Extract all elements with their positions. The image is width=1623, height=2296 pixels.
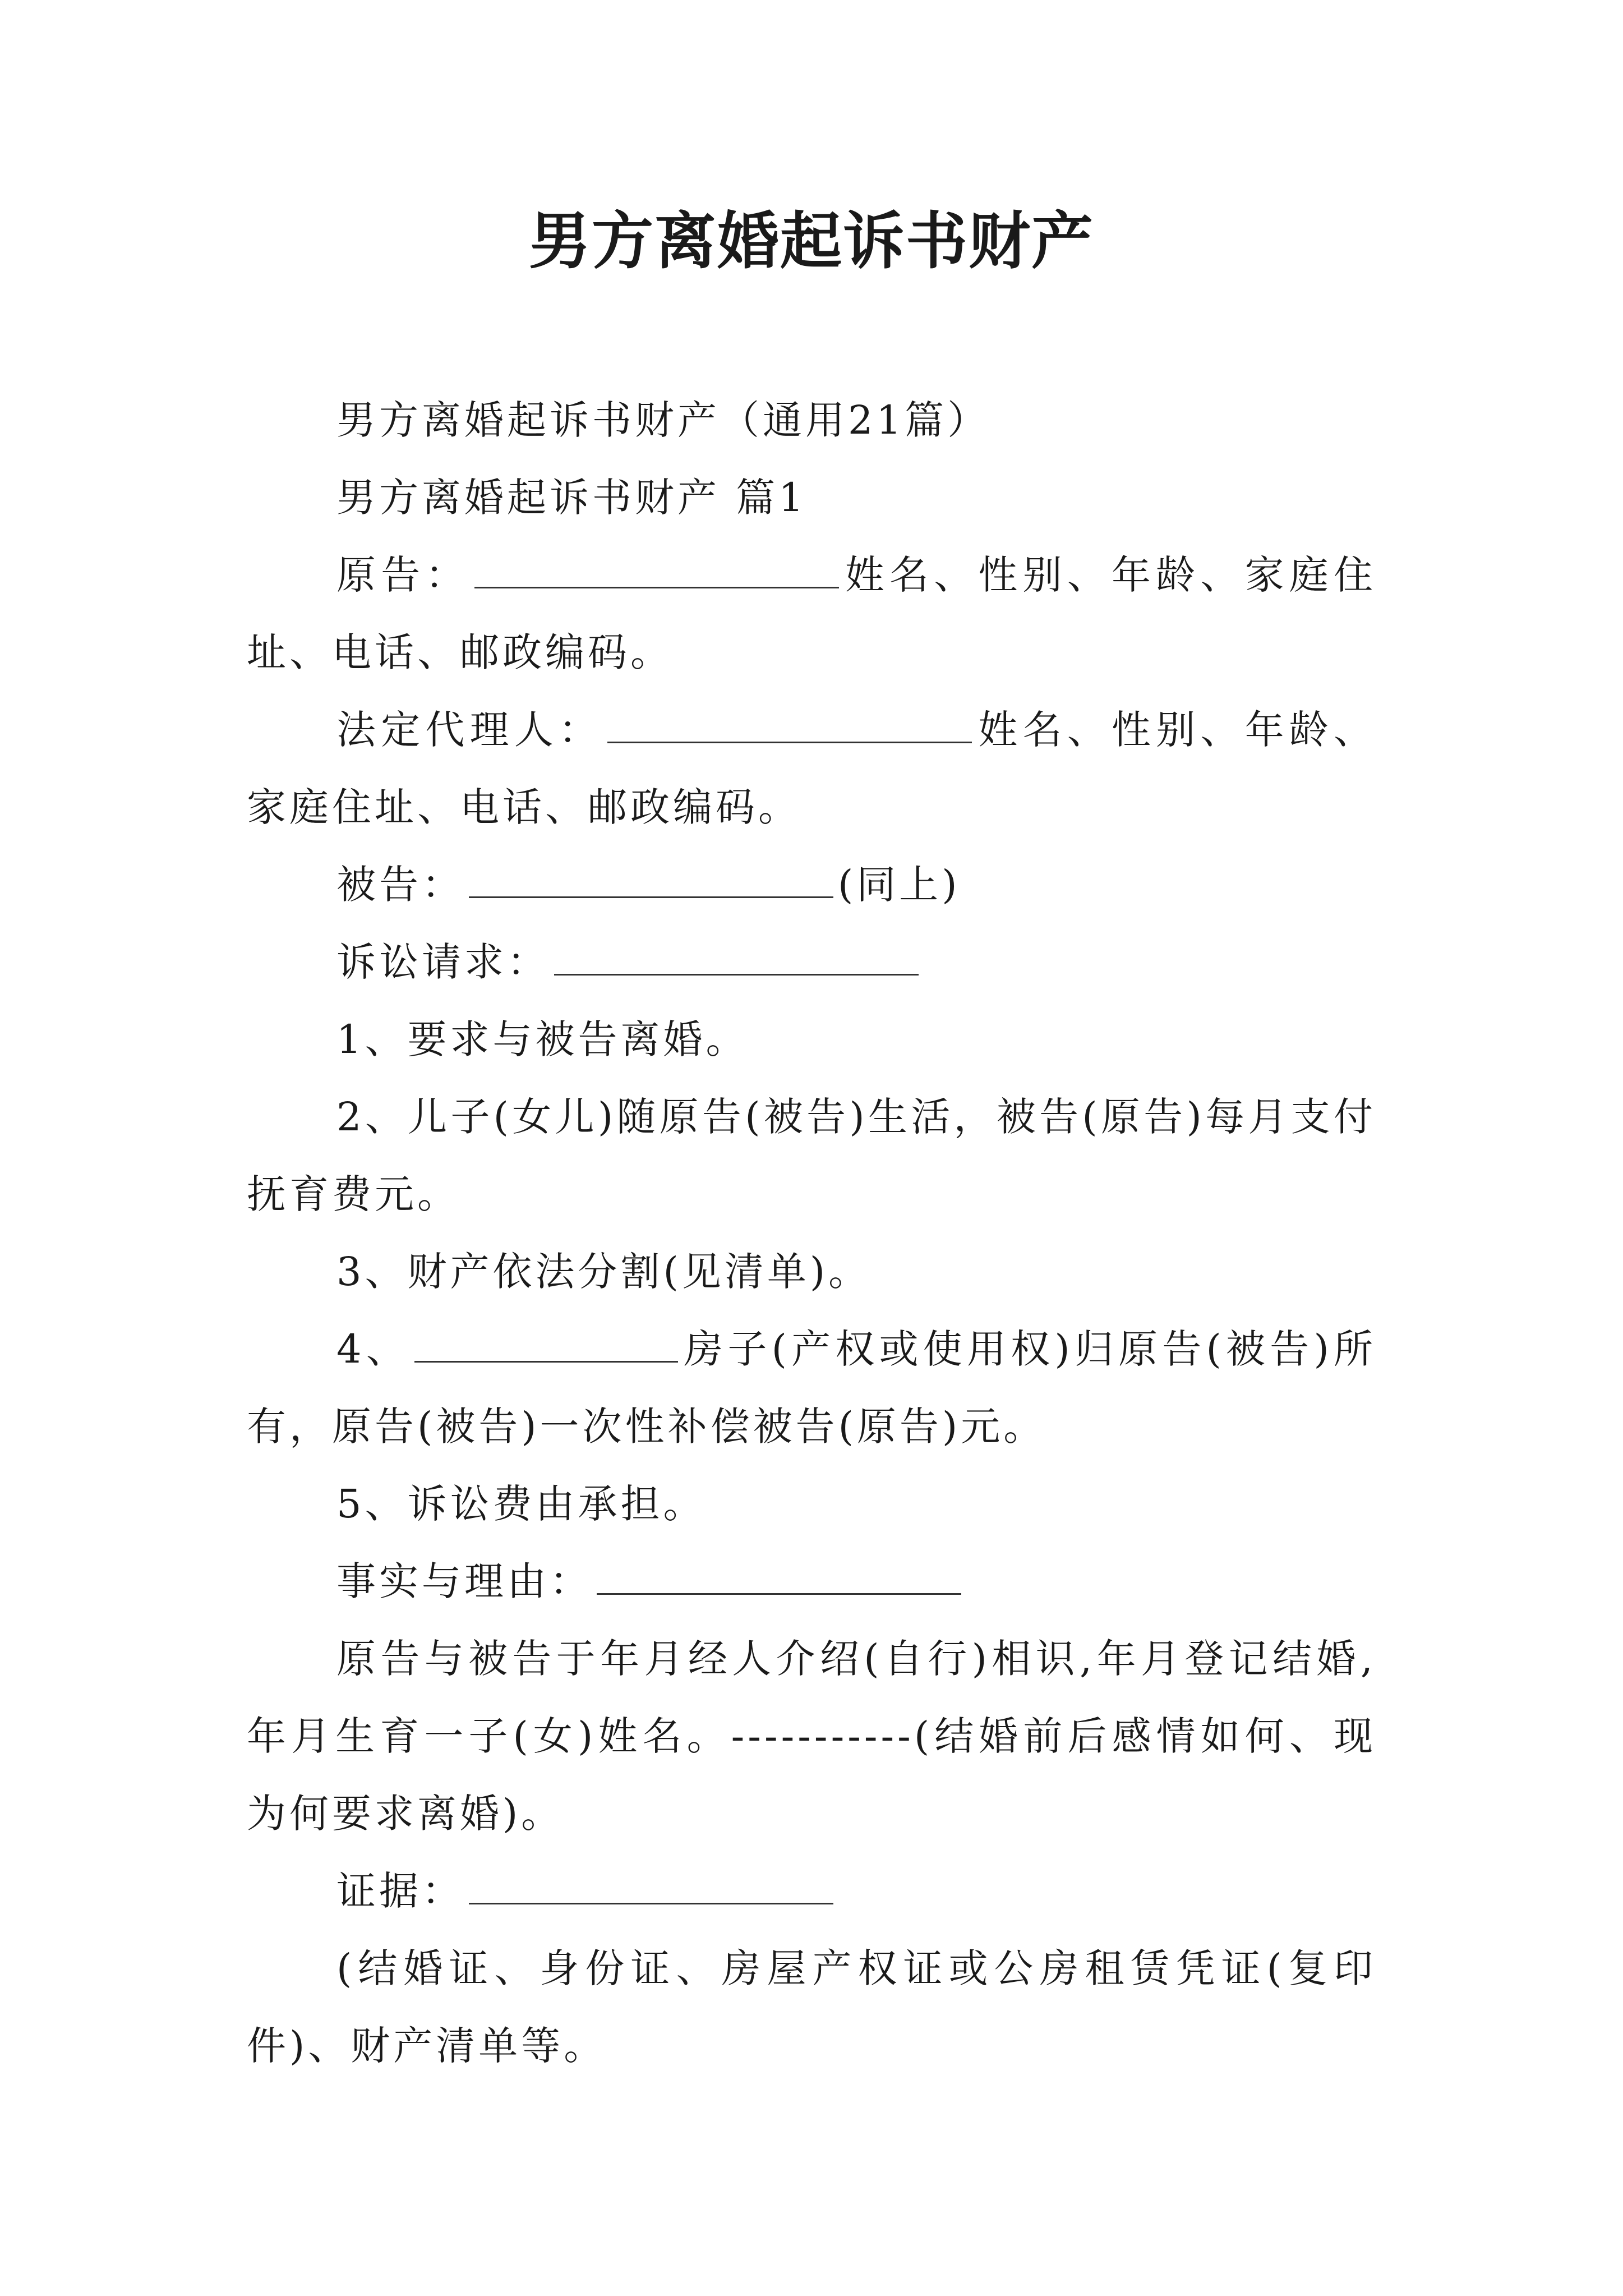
agent-blank xyxy=(607,707,972,743)
claim-item-2: 2、儿子(女儿)随原告(被告)生活，被告(原告)每月支付抚育费元。 xyxy=(247,1094,1376,1217)
facts-blank xyxy=(597,1558,961,1595)
evidence-text: (结婚证、身份证、房屋产权证或公房租赁凭证(复印件)、财产清单等。 xyxy=(247,1945,1376,2069)
subtitle: 男方离婚起诉书财产（通用21篇） xyxy=(336,397,990,443)
plaintiff-label: 原告： xyxy=(336,552,470,598)
agent-label: 法定代理人： xyxy=(336,707,603,753)
document-title: 男方离婚起诉书财产 xyxy=(529,205,1094,277)
claims-line xyxy=(247,923,1376,1001)
section-heading: 男方离婚起诉书财产 篇1 xyxy=(336,475,807,521)
agent-line xyxy=(247,691,1376,846)
claims-blank xyxy=(554,939,919,976)
claims-label: 诉讼请求： xyxy=(336,939,550,985)
plaintiff-desc: 姓名、性别、年龄、家庭住址、电话、邮政编码。 xyxy=(247,552,1377,675)
claim4-prefix: 4、 xyxy=(336,1326,410,1372)
claim-item-4 xyxy=(247,1310,1376,1465)
claim-item-1: 1、要求与被告离婚。 xyxy=(336,1016,749,1062)
facts-label: 事实与理由： xyxy=(336,1558,592,1604)
evidence-blank xyxy=(469,1868,833,1904)
claim4-blank xyxy=(414,1326,678,1363)
defendant-line xyxy=(247,846,1376,923)
document-body xyxy=(247,381,1376,2085)
evidence-label: 证据： xyxy=(336,1868,464,1914)
facts-line xyxy=(247,1543,1376,1620)
defendant-desc: (同上) xyxy=(838,862,961,908)
defendant-blank xyxy=(469,862,833,898)
claim-item-5: 5、诉讼费由承担。 xyxy=(336,1481,706,1527)
evidence-line xyxy=(247,1852,1376,1930)
facts-text: 原告与被告于年月经人介绍(自行)相识,年月登记结婚,年月生育一子(女)姓名。-----------(结婚前后感情如何、现为何要求离婚)。 xyxy=(247,1636,1376,1837)
defendant-label: 被告： xyxy=(336,862,464,908)
plaintiff-line xyxy=(247,536,1376,691)
plaintiff-blank xyxy=(474,552,839,588)
claim-item-3: 3、财产依法分割(见清单)。 xyxy=(336,1249,872,1295)
claim4-text: 房子(产权或使用权)归原告(被告)所有，原告(被告)一次性补偿被告(原告)元。 xyxy=(247,1326,1376,1450)
agent-desc: 姓名、性别、年龄、家庭住址、电话、邮政编码。 xyxy=(247,707,1377,830)
